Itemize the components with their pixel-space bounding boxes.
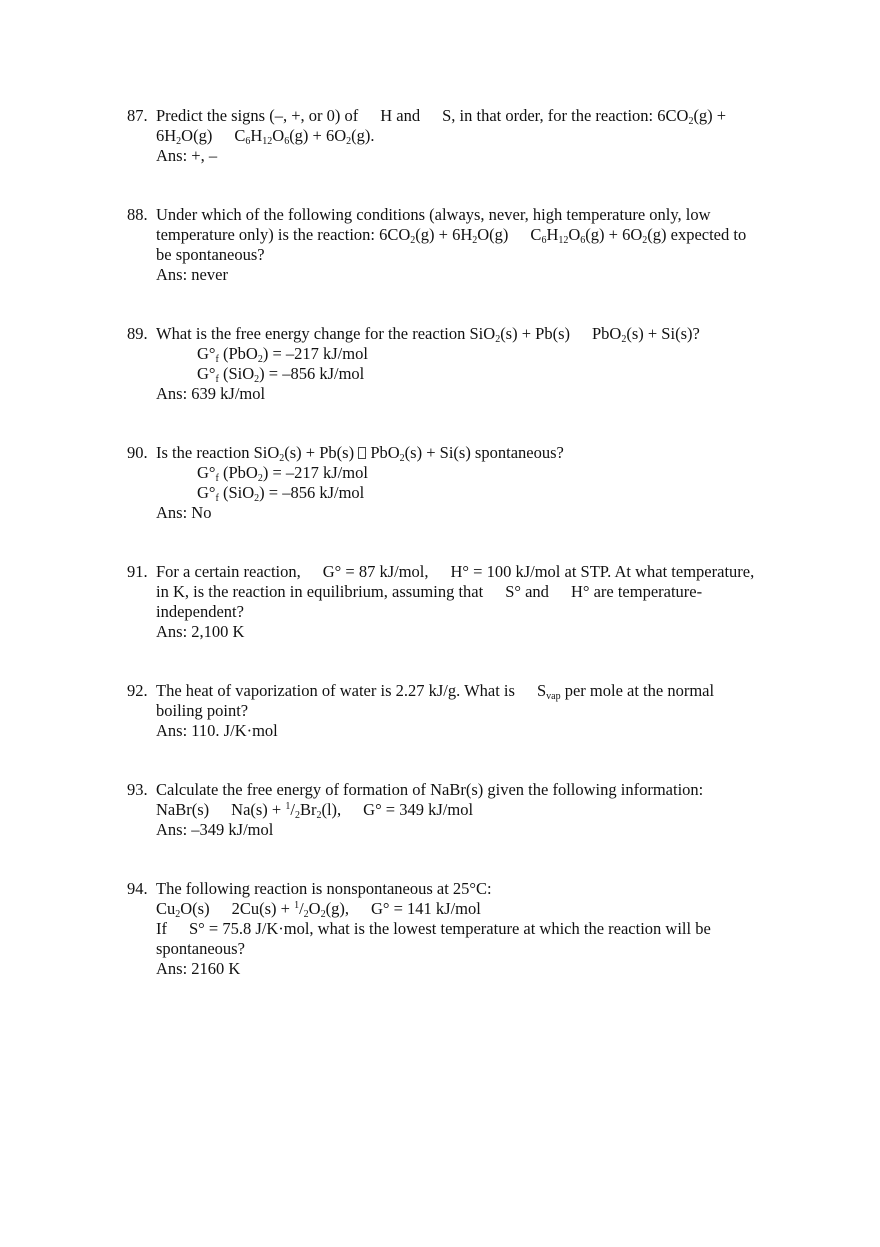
answer-line — [127, 146, 787, 166]
question-text: For a certain reaction, G° = 87 kJ/mol, H° = 100 kJ/mol at STP. At what temperature, — [156, 562, 755, 581]
question-text: Under which of the following conditions (always, never, high temperature only, low — [156, 205, 711, 224]
question-number: 93. — [127, 780, 148, 799]
answer: Ans: +, – — [156, 146, 218, 165]
question-text: independent? — [156, 602, 244, 621]
question-number: 88. — [127, 205, 148, 224]
question-text: be spontaneous? — [156, 245, 265, 264]
question-text: If S° = 75.8 J/K·mol, what is the lowest temperature at which the reaction will be — [156, 919, 711, 938]
question-text: The following reaction is nonspontaneous at 25°C: — [156, 879, 492, 898]
answer: Ans: 110. J/K·mol — [156, 721, 278, 740]
question-93 — [127, 780, 787, 840]
question-number: 90. — [127, 443, 148, 462]
given-data: $G^\circ_f$ (SiO$_2$) = –856 kJ/mol — [197, 483, 365, 504]
question-text: $Cu_2O(s) 2Cu(s) + ^1/_2O_2(g)$, G° = 141 kJ/mol — [156, 899, 481, 920]
question-text: What is the free energy change for the reaction SiO$_2$(s) + Pb(s) PbO$_2$(s) + Si(s)? — [156, 324, 700, 345]
question-text: Calculate the free energy of formation of NaBr(s) given the following information: — [156, 780, 704, 799]
question-89 — [127, 324, 787, 404]
question-text: $6H_2O(g) C_6H_{12}O_6(g) + 6O_2(g)$. — [156, 126, 375, 147]
answer: Ans: –349 kJ/mol — [156, 820, 274, 839]
answer: Ans: No — [156, 503, 212, 522]
given-data: $G^\circ_f$ (PbO$_2$) = –217 kJ/mol — [197, 344, 368, 365]
question-number: 92. — [127, 681, 148, 700]
given-data: $G^\circ_f$ (SiO$_2$) = –856 kJ/mol — [197, 364, 365, 385]
question-88 — [127, 205, 787, 285]
answer: Ans: 639 kJ/mol — [156, 384, 266, 403]
question-text: Is the reaction SiO$_2$(s) + Pb(s) PbO$_2$(s) + Si(s) spontaneous? — [156, 443, 564, 464]
question-number: 94. — [127, 879, 148, 898]
question-text: NaBr(s) $Na(s) + ^1/_2Br_2(l)$, G° = 349 kJ/mol — [156, 800, 474, 821]
question-number: 87. — [127, 106, 148, 125]
question-92 — [127, 681, 787, 741]
question-text: The heat of vaporization of water is 2.27 kJ/g. What is $S_{vap}$ per mole at the normal — [156, 681, 715, 702]
answer: Ans: 2160 K — [156, 959, 241, 978]
question-text: spontaneous? — [156, 939, 245, 958]
question-text: in K, is the reaction in equilibrium, assuming that S° and H° are temperature- — [156, 582, 703, 601]
given-data: $G^\circ_f$ (PbO$_2$) = –217 kJ/mol — [197, 463, 368, 484]
answer: Ans: 2,100 K — [156, 622, 245, 641]
question-94 — [127, 879, 787, 979]
answer: Ans: never — [156, 265, 228, 284]
question-87 — [127, 106, 787, 166]
missing-glyph-box — [358, 447, 366, 459]
question-text: temperature only) is the reaction: $6CO_2(g) + 6H_2O(g) C_6H_{12}O_6(g) + 6O_2(g)$ expected to — [156, 225, 747, 246]
question-text: Predict the signs (–, +, or 0) of H and S, in that order, for the reaction: $6CO_2(g)$ + — [156, 106, 727, 127]
question-number: 89. — [127, 324, 148, 343]
question-text: boiling point? — [156, 701, 249, 720]
question-number: 91. — [127, 562, 148, 581]
question-line — [127, 126, 787, 146]
question-91 — [127, 562, 787, 642]
question-90 — [127, 443, 787, 523]
question-line — [127, 106, 787, 126]
